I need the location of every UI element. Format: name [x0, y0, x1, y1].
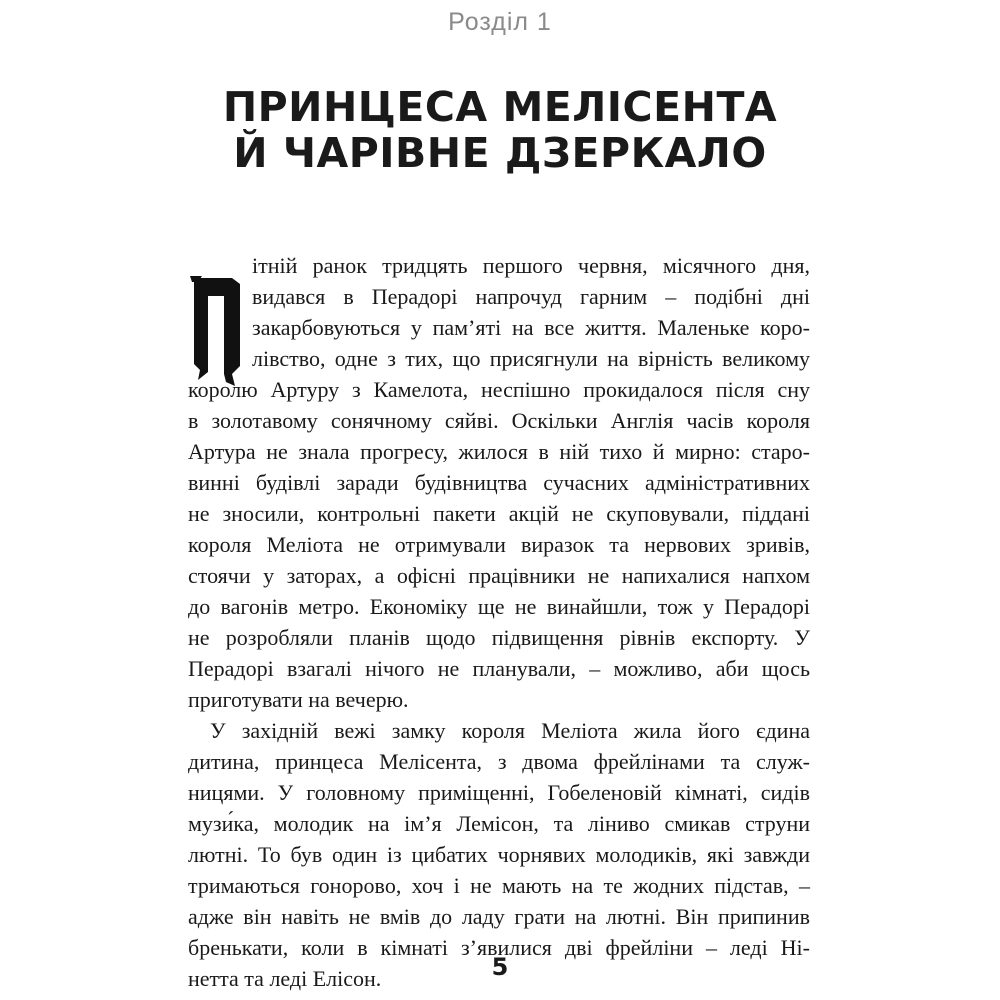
body-line: закарбовуються у пам’яті на все життя. Маленьке коро- — [252, 315, 810, 340]
body-line: адже він навіть не вмів до ладу грати на лютні. Він припинив — [188, 904, 810, 929]
body-line: Перадорі взагалі нічого не планували, – можливо, аби щось — [188, 656, 810, 681]
body-line: ницями. У головному приміщенні, Гобеленовій кімнаті, сидів — [188, 780, 810, 805]
page-number: 5 — [491, 953, 509, 981]
body-line: У західній вежі замку короля Меліота жила його єдина — [210, 718, 810, 743]
chapter-body — [188, 250, 810, 994]
drop-cap-letter — [188, 274, 242, 391]
body-line: бренькати, коли в кімнаті з’явилися дві фрейліни – леді Ні- — [188, 935, 810, 960]
body-line: до вагонів метро. Економіку ще не винайшли, тож у Перадорі — [188, 594, 810, 619]
body-line: лівство, одне з тих, що присягнули на вірність великому — [252, 346, 810, 371]
body-line: короля Меліота не отримували виразок та нервових зривів, — [188, 532, 810, 557]
body-line: винні будівлі заради будівництва сучасних адміністративних — [188, 470, 810, 495]
body-line: дитина, принцеса Мелісента, з двома фрейлінами та служ- — [188, 749, 810, 774]
chapter-title — [0, 84, 1000, 176]
chapter-title-line-2: Й ЧАРІВНЕ ДЗЕРКАЛО — [233, 129, 767, 177]
body-line: ітній ранок тридцять першого червня, місячного дня, — [252, 253, 810, 278]
body-line: стоячи у заторах, а офісні працівники не напихалися напхом — [188, 563, 810, 588]
body-line: Артура не знала прогресу, жилося в ній тихо й мирно: старо- — [188, 439, 810, 464]
body-line: нетта та леді Елісон. — [188, 966, 382, 991]
chapter-label: Розділ 1 — [448, 8, 552, 36]
body-line: видався в Перадорі напрочуд гарним – подібні дні — [252, 284, 810, 309]
body-line: приготувати на вечерю. — [188, 687, 409, 712]
body-line: тримаються гоноровo, хоч і не мають на те жодних підстав, – — [188, 873, 810, 898]
body-line: лютні. То був один із цибатих чорнявих молодиків, які завжди — [188, 842, 810, 867]
body-line: не розробляли планів щодо підвищення рівнів експорту. У — [188, 625, 810, 650]
body-line: музи́ка, молодик на ім’я Лемісон, та ліниво смикав струни — [188, 811, 810, 836]
body-line: королю Артуру з Камелота, неспішно прокидалося після сну — [188, 377, 810, 402]
body-line: не зносили, контрольні пакети акцій не скуповували, піддані — [188, 501, 810, 526]
chapter-title-line-1: ПРИНЦЕСА МЕЛІСЕНТА — [222, 83, 778, 131]
body-line: в золотавому сонячному сяйві. Оскільки Англія часів короля — [188, 408, 810, 433]
